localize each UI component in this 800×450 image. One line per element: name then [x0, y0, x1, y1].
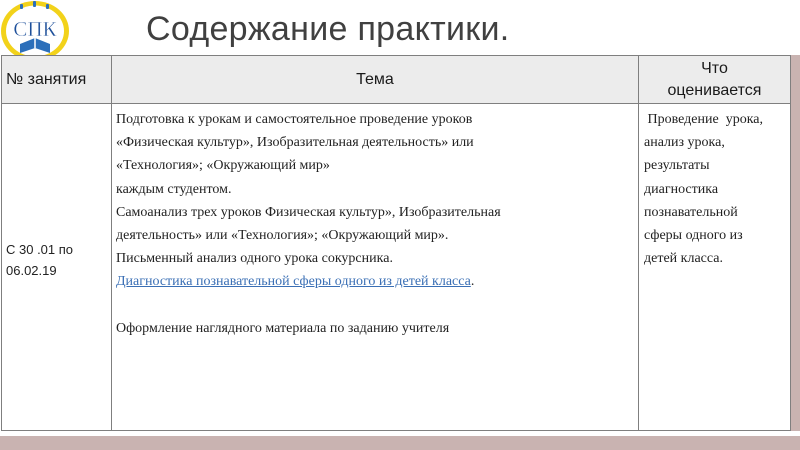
- evaluation-line: познавательной: [644, 204, 738, 220]
- header-evaluation: [639, 56, 791, 104]
- topic-line: Самоанализ трех уроков Физическая культур», Изобразительная: [116, 204, 501, 220]
- topic-line: Подготовка к урокам и самостоятельное проведение уроков: [116, 112, 473, 127]
- slide-title: Содержание практики.: [146, 10, 510, 48]
- slide-right-border: [791, 55, 800, 431]
- lesson-dates-line1: С 30 .01 по: [6, 242, 74, 257]
- evaluation-cell: [639, 104, 791, 431]
- practice-table: [1, 55, 791, 431]
- header-lesson-number: № занятия: [2, 56, 112, 104]
- evaluation-line: результаты: [644, 158, 710, 174]
- evaluation-line: сферы одного из: [644, 228, 743, 244]
- header-evaluation-line2: оценивается: [667, 81, 762, 99]
- topic-line: каждым студентом.: [116, 181, 232, 197]
- table-row: [2, 104, 791, 431]
- topic-cell: [112, 104, 639, 431]
- logo-text: СПК: [13, 17, 57, 41]
- lesson-dates-line2: 06.02.19: [6, 263, 57, 278]
- topic-line: деятельность» или «Технология»; «Окружающий мир».: [116, 228, 449, 244]
- lesson-dates-cell: [2, 104, 112, 431]
- topic-link-line: [116, 270, 634, 293]
- topic-line: Письменный анализ одного урока сокурсника.: [116, 251, 393, 267]
- header-evaluation-line1: Что: [701, 59, 728, 77]
- evaluation-line: детей класса.: [644, 251, 723, 267]
- topic-line: «Физическая культур», Изобразительная деятельность» или: [116, 135, 474, 151]
- topic-spacer: [116, 294, 634, 317]
- topic-line-last: Оформление наглядного материала по заданию учителя: [116, 320, 450, 336]
- header-topic: Тема: [112, 56, 639, 104]
- college-logo: [0, 0, 70, 62]
- topic-line: «Технология»; «Окружающий мир»: [116, 158, 330, 174]
- evaluation-line: диагностика: [644, 181, 719, 197]
- evaluation-line: анализ урока,: [644, 135, 725, 151]
- slide-bottom-border: [0, 436, 800, 450]
- table-header-row: [2, 56, 791, 104]
- diagnostics-link[interactable]: Диагностика познавательной сферы одного из детей класса: [116, 274, 471, 290]
- evaluation-line: Проведение урока,: [644, 112, 764, 127]
- topic-link-suffix: .: [470, 274, 475, 290]
